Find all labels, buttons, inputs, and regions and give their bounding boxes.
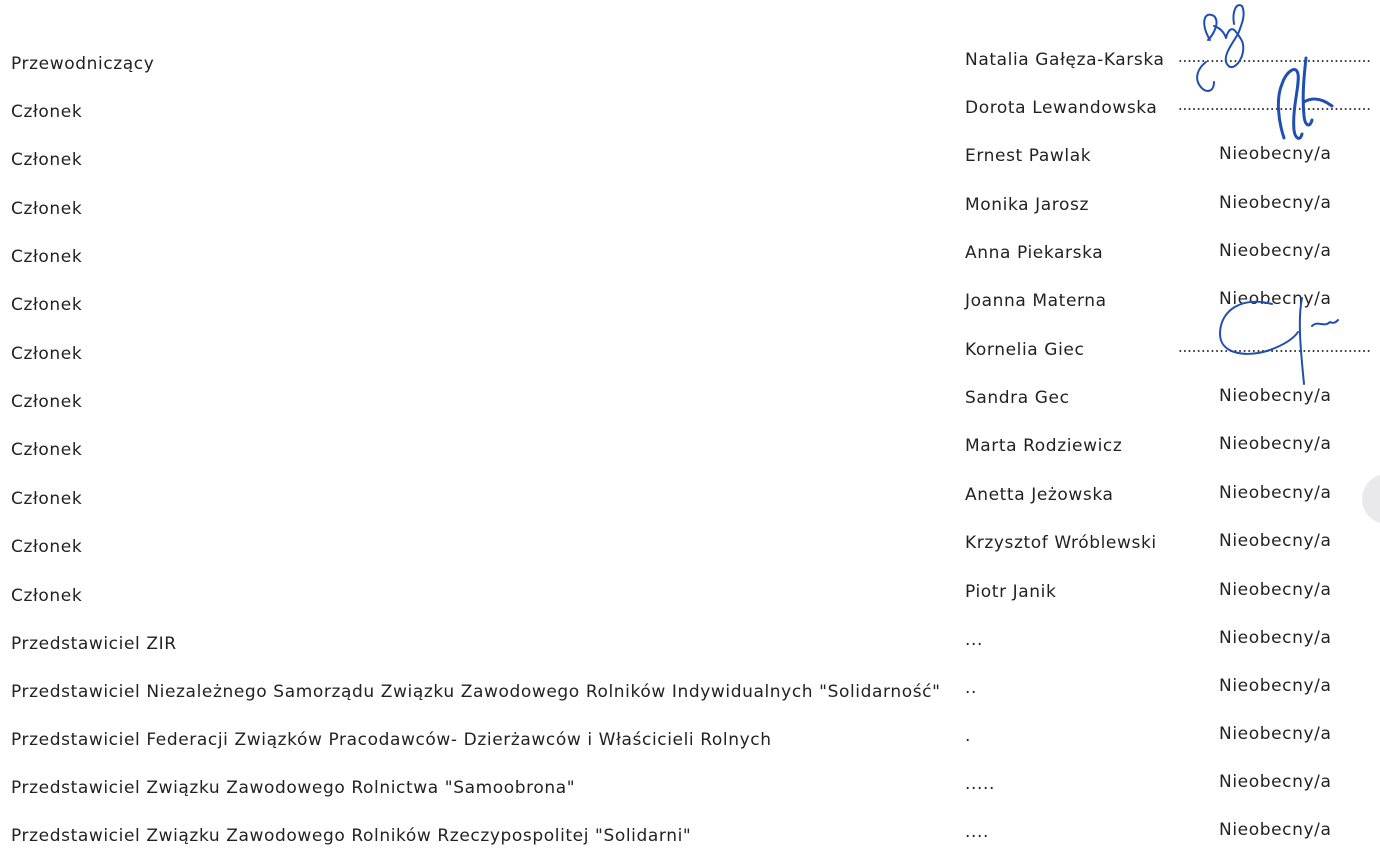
attendance-status: Nieobecny/a (1219, 289, 1332, 309)
member-row (0, 340, 1380, 368)
member-role: Członek (11, 295, 83, 315)
member-role: Członek (11, 247, 83, 267)
member-name: Kornelia Giec (965, 340, 1085, 360)
member-role: Członek (11, 537, 83, 557)
attendance-status: Nieobecny/a (1219, 386, 1332, 406)
attendance-status: Nieobecny/a (1219, 144, 1332, 164)
attendance-status: Nieobecny/a (1219, 241, 1332, 261)
page-edge-shadow (1362, 474, 1380, 524)
member-row (0, 144, 1380, 174)
member-name: Krzysztof Wróblewski (965, 533, 1157, 553)
member-row (0, 580, 1380, 610)
member-row (0, 531, 1380, 561)
member-role: Przewodniczący (11, 54, 155, 74)
attendance-status: Nieobecny/a (1219, 193, 1332, 213)
member-role: Członek (11, 150, 83, 170)
member-role: Członek (11, 392, 83, 412)
member-row (0, 50, 1380, 78)
attendance-status: Nieobecny/a (1219, 531, 1332, 551)
signature-line (1178, 60, 1370, 62)
member-name: Joanna Materna (965, 291, 1107, 311)
member-name: Natalia Gałęza-Karska (965, 50, 1165, 70)
attendance-status: Nieobecny/a (1219, 772, 1332, 792)
attendance-status: Nieobecny/a (1219, 434, 1332, 454)
member-row (0, 820, 1380, 850)
attendance-status: Nieobecny/a (1219, 628, 1332, 648)
member-role: Członek (11, 199, 83, 219)
member-row (0, 386, 1380, 416)
attendance-status: Nieobecny/a (1219, 580, 1332, 600)
member-row (0, 98, 1380, 126)
member-name: ... (965, 630, 984, 650)
member-row (0, 628, 1380, 658)
member-row (0, 193, 1380, 223)
member-row (0, 434, 1380, 464)
member-role: Przedstawiciel ZIR (11, 634, 177, 654)
member-name: .... (965, 822, 990, 842)
member-name: Sandra Gec (965, 388, 1070, 408)
member-role: Przedstawiciel Związku Zawodowego Rolnictwa "Samoobrona" (11, 778, 576, 798)
member-name: Marta Rodziewicz (965, 436, 1123, 456)
member-name: . (965, 726, 972, 746)
member-row (0, 483, 1380, 513)
member-name: Piotr Janik (965, 582, 1057, 602)
member-name: Anetta Jeżowska (965, 485, 1114, 505)
member-role: Członek (11, 489, 83, 509)
attendance-status: Nieobecny/a (1219, 820, 1332, 840)
signature-line (1178, 350, 1370, 352)
member-role: Członek (11, 440, 83, 460)
member-row (0, 676, 1380, 706)
member-row (0, 241, 1380, 271)
handwritten-signature (1180, 2, 1260, 97)
member-name: Anna Piekarska (965, 243, 1104, 263)
member-row (0, 772, 1380, 802)
attendance-status: Nieobecny/a (1219, 483, 1332, 503)
member-role: Członek (11, 102, 83, 122)
attendance-status: Nieobecny/a (1219, 676, 1332, 696)
member-name: Dorota Lewandowska (965, 98, 1158, 118)
member-name: .. (965, 678, 978, 698)
attendance-status: Nieobecny/a (1219, 724, 1332, 744)
member-role: Przedstawiciel Federacji Związków Pracodawców- Dzierżawców i Właścicieli Rolnych (11, 730, 772, 750)
member-role: Członek (11, 344, 83, 364)
member-role: Członek (11, 586, 83, 606)
member-row (0, 724, 1380, 754)
member-role: Przedstawiciel Niezależnego Samorządu Związku Zawodowego Rolników Indywidualnych "Solidarność" (11, 682, 941, 702)
member-name: Ernest Pawlak (965, 146, 1092, 166)
member-name: Monika Jarosz (965, 195, 1089, 215)
member-role: Przedstawiciel Związku Zawodowego Rolników Rzeczypospolitej "Solidarni" (11, 826, 692, 846)
member-name: ..... (965, 774, 996, 794)
signature-line (1178, 108, 1370, 110)
member-row (0, 289, 1380, 319)
